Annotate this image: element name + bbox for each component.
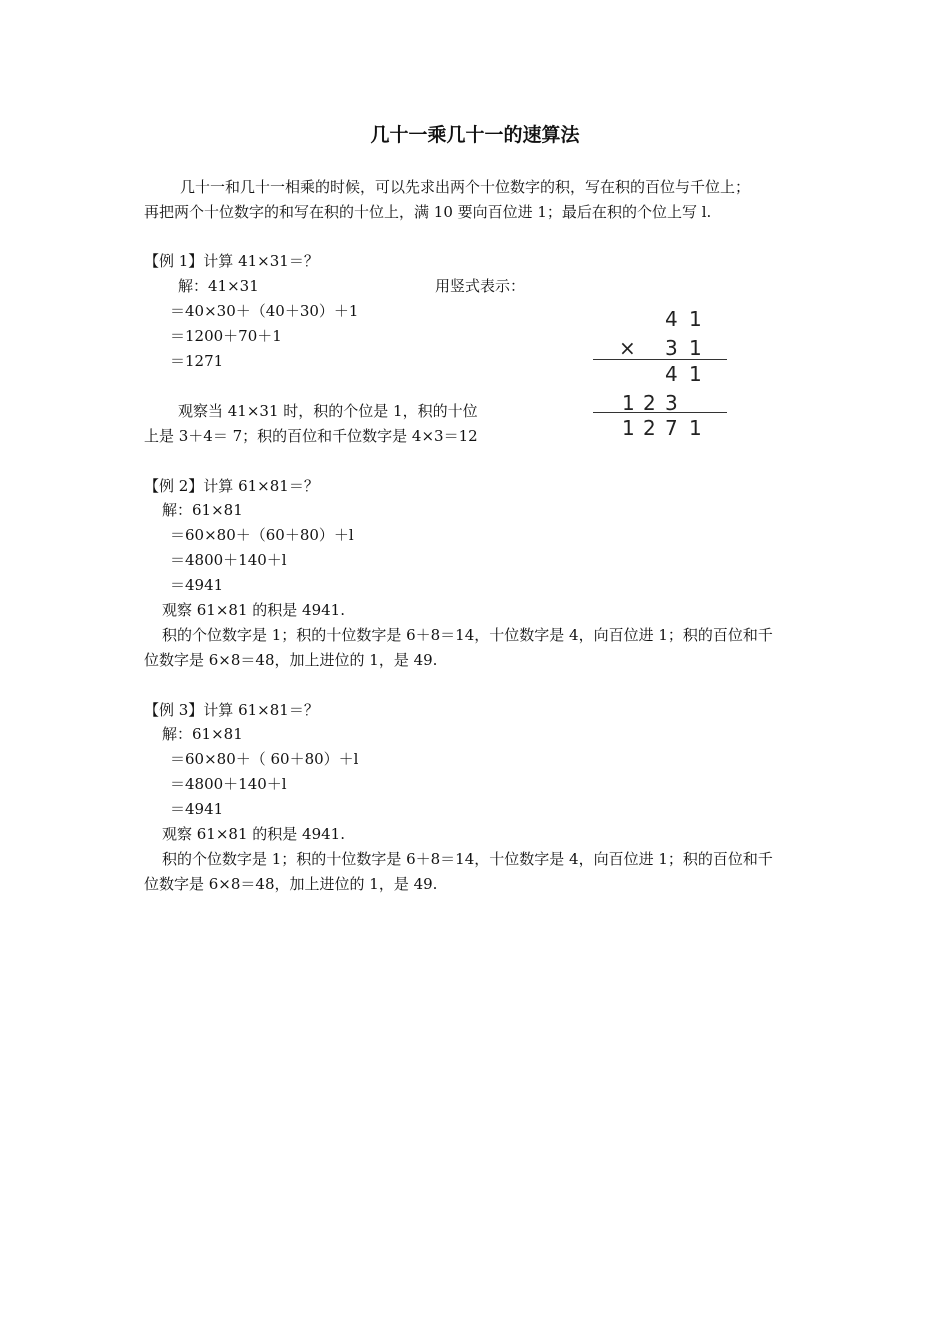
example-3-solution-line: 解：61×81 (162, 725, 243, 743)
partial-product-digit: 2 (643, 391, 656, 415)
example-3-step: ＝60×80＋（ 60＋80）＋l (170, 750, 359, 768)
multiplier-digit: 1 (689, 336, 702, 360)
product-digit: 1 (689, 416, 702, 440)
example-2-observe: 观察 61×81 的积是 4941. (162, 601, 345, 619)
example-2-step: ＝4800＋140＋l (170, 551, 287, 569)
page-title: 几十一乘几十一的速算法 (370, 124, 580, 146)
example-3-explain-line-1: 积的个位数字是 1；积的十位数字是 6＋8＝14，十位数字是 4，向百位进 1；积的百位和千 (162, 850, 773, 868)
example-2-heading: 【例 2】计算 61×81＝？ (144, 477, 319, 495)
intro-line-2: 再把两个十位数字的和写在积的十位上，满 10 要向百位进 1；最后在积的个位上写 l. (144, 203, 712, 221)
times-sign: × (619, 336, 636, 360)
vertical-form-label: 用竖式表示： (435, 277, 526, 295)
example-1-solution-line: 解：41×31 (178, 277, 259, 295)
example-3-result: ＝4941 (170, 800, 224, 818)
example-1-step: ＝40×30＋（40＋30）＋1 (170, 302, 359, 320)
intro-line-1: 几十一和几十一相乘的时候，可以先求出两个十位数字的积，写在积的百位与千位上； (180, 178, 751, 196)
product-digit: 2 (643, 416, 656, 440)
product-digit: 1 (622, 416, 635, 440)
example-2-result: ＝4941 (170, 576, 224, 594)
example-3-step: ＝4800＋140＋l (170, 775, 287, 793)
example-2-explain-line-2: 位数字是 6×8＝48，加上进位的 1，是 49. (144, 651, 438, 669)
example-3-heading: 【例 3】计算 61×81＝？ (144, 701, 319, 719)
example-2-step: ＝60×80＋（60＋80）＋l (170, 526, 354, 544)
multiplier-digit: 3 (665, 336, 678, 360)
example-1-heading: 【例 1】计算 41×31＝？ (144, 252, 319, 270)
vertical-divider-line (593, 412, 727, 413)
vertical-divider-line (593, 359, 727, 360)
example-1-observe-line-1: 观察当 41×31 时，积的个位是 1，积的十位 (178, 402, 478, 420)
product-digit: 7 (665, 416, 678, 440)
partial-product-digit: 1 (689, 362, 702, 386)
example-3-observe: 观察 61×81 的积是 4941. (162, 825, 345, 843)
partial-product-digit: 3 (665, 391, 678, 415)
example-3-explain-line-2: 位数字是 6×8＝48，加上进位的 1，是 49. (144, 875, 438, 893)
example-1-step: ＝1200＋70＋1 (170, 327, 282, 345)
example-1-observe-line-2: 上是 3＋4＝ 7；积的百位和千位数字是 4×3＝12 (144, 427, 478, 445)
example-2-solution-line: 解：61×81 (162, 501, 243, 519)
example-2-explain-line-1: 积的个位数字是 1；积的十位数字是 6＋8＝14，十位数字是 4，向百位进 1；积的百位和千 (162, 626, 773, 644)
vertical-multiplication (585, 303, 735, 443)
partial-product-digit: 1 (622, 391, 635, 415)
multiplicand-digit: 4 (665, 307, 678, 331)
partial-product-digit: 4 (665, 362, 678, 386)
example-1-result: ＝1271 (170, 352, 224, 370)
multiplicand-digit: 1 (689, 307, 702, 331)
